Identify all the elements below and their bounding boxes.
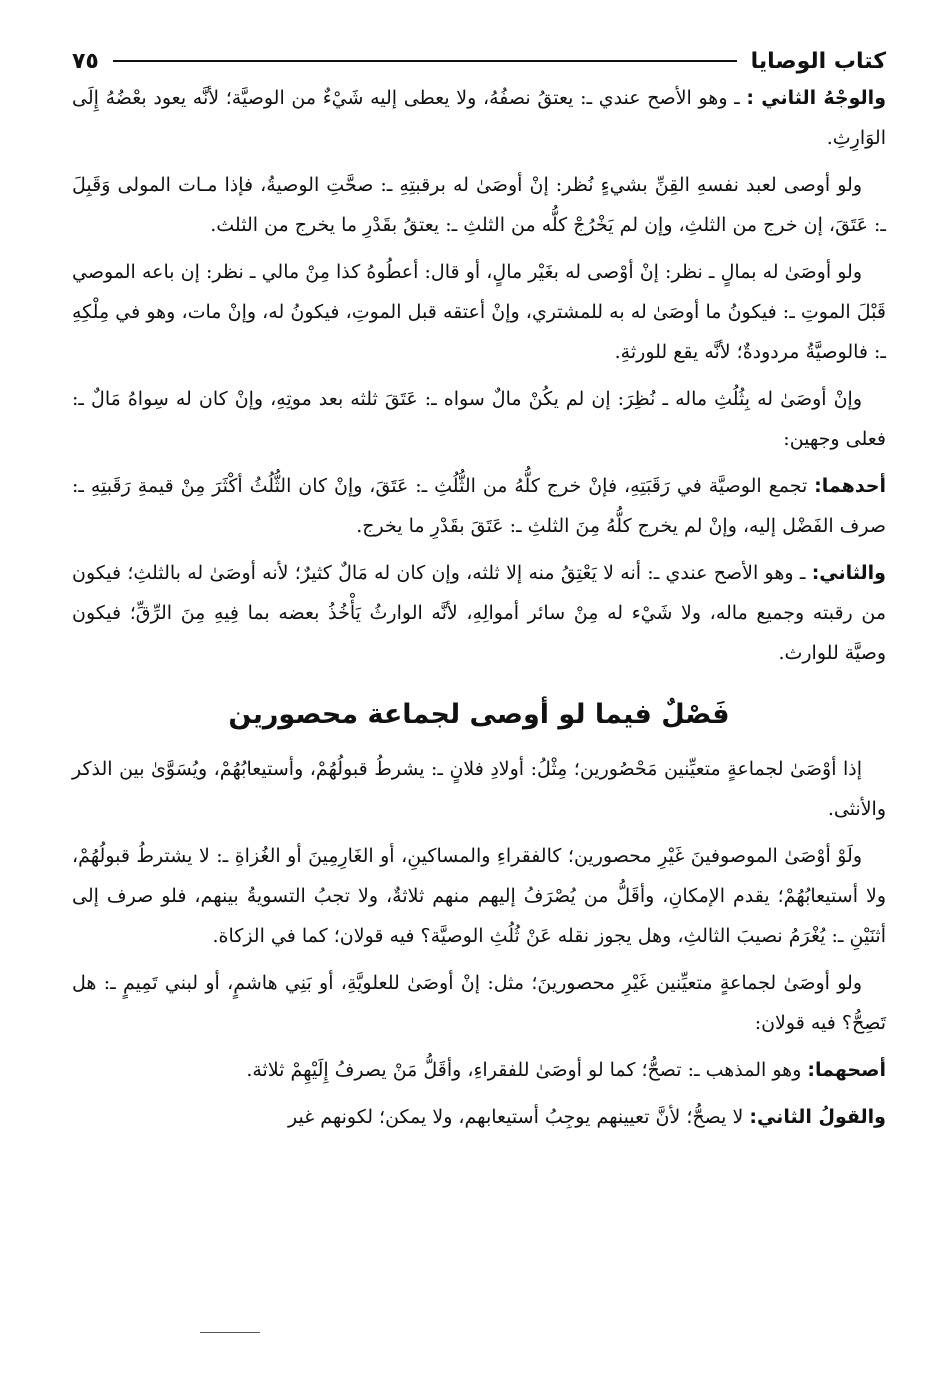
paragraph-text: ولَوْ أوْصَىٰ الموصوفينَ غَيْرِ محصورين؛ كالفقراءِ والمساكينِ، أو الغَارِمِينَ أو الغُزاةِ ـ: لا يشترطُ قبولُهُمْ، ولا أستيعابُهُمْ؛ يقدم الإمكانِ، وأقَلُّ من يُصْرَفُ إليهم منهم ثلاثةٌ، ولا تجبُ التسويةُ بينهم، فلو صرف إلى أثنَيْنِ ـ: يُغْرَمُ نصيبَ الثالثِ، وهل يجوز نقله عَنْ ثُلُثِ الوصيَّة؟ فيه قولان؛ كما في الزكاة. xyxy=(72,845,886,947)
paragraph-text: ولو أوصَىٰ له بمالٍ ـ نظر: إنْ أوْصى له بغَيْر مالٍ، أو قال: أعطُوهُ كذا مِنْ مالي ـ نظر: إن باعه الموصي قَبْلَ الموتِ ـ: فيكونُ ما أوصَىٰ له به للمشتري، وإنْ أعتقه قبل الموتِ، فيكونُ له، وإنْ مات، وهو في مِلْكِهِ ـ: فالوصيَّةُ مردودةٌ؛ لأنَّه يقع للورثةِ. xyxy=(72,261,886,363)
paragraph xyxy=(72,963,886,1043)
section-heading: فَصْلٌ فيما لو أوصى لجماعة محصورين xyxy=(228,699,730,730)
paragraph-text: ـ وهو الأصح عندي ـ: أنه لا يَعْتِقُ منه إلا ثلثه، وإن كان له مَالٌ كثيرٌ؛ لأنه أوصَىٰ له بالثلثِ؛ فيكون من رقبته وجميع ماله، ولا شَيْء له مِنْ سائر أموالِهِ، لأنَّه الوارثُ يَأْخُذُ بعضه بما فِيهِ مِنَ الرِّقِّ؛ فيكون وصيَّة للوارث. xyxy=(72,562,886,664)
paragraph-text: ولو أوصى لعبد نفسهِ القِنِّ بشيءٍ نُظر: إنْ أوصَىٰ له برقبتِهِ ـ: صحَّتِ الوصيةُ، فإذا مـات المولى وَقَبِلَ ـ: عَتَقَ، إن خرج من الثلثِ، وإن لم يَخْرُجْ كلُّه من الثلثِ ـ: يعتقُ بقَدْرِ ما يخرج من الثلث. xyxy=(72,174,886,236)
paragraph-lead: أحدهما: xyxy=(814,475,886,497)
running-header xyxy=(72,28,886,74)
paragraph xyxy=(72,836,886,956)
paragraph xyxy=(72,1097,886,1137)
paragraph-text: ولو أوصَىٰ لجماعةٍ متعيِّنين غَيْرِ محصورينَ؛ مثل: إنْ أوصَىٰ للعلويَّةِ، أو بَنِي هاشمٍ، أو لبني تَمِيمٍ ـ: هل تَصِحُّ؟ فيه قولان: xyxy=(72,972,886,1034)
book-title: كتاب الوصايا xyxy=(750,49,886,74)
header-rule xyxy=(113,60,737,62)
paragraph-lead: والثاني: xyxy=(811,562,886,584)
paragraph-text: وهو المذهب ـ: تصحُّ؛ كما لو أوصَىٰ للفقراءِ، وأقَلُّ مَنْ يصرفُ إِلَيْهِمْ ثلاثة. xyxy=(246,1059,808,1081)
paragraph-text: تجمع الوصيَّة في رَقَبَتِهِ، فإنْ خرج كلُّهُ من الثُّلُثِ ـ: عَتَقَ، وإنْ كان الثُّلُثُ أكْثَرَ مِنْ قيمةِ رَقَبتِهِ ـ: صرف الفَضْل إليه، وإنْ لم يخرج كلُّهُ مِنَ الثلثِ ـ: عَتَقَ بقَدْرِ ما يخرج. xyxy=(72,475,886,537)
footer-rule xyxy=(200,1332,260,1333)
paragraph-lead: أصحهما: xyxy=(807,1059,886,1081)
paragraph xyxy=(72,553,886,673)
paragraph-text: لا يصحُّ؛ لأنَّ تعيينهم يوجِبُ أستيعابهم، ولا يمكن؛ لكونهم غير xyxy=(288,1106,750,1128)
paragraph-lead: والقولُ الثاني: xyxy=(749,1106,886,1128)
paragraph xyxy=(72,379,886,459)
paragraph xyxy=(72,252,886,372)
paragraph xyxy=(72,466,886,546)
paragraph-text: وإنْ أوصَىٰ له بِثُلُثِ ماله ـ نُظِرَ: إن لم يكُنْ مالٌ سواه ـ: عَتَقَ ثلثه بعد موتِهِ، وإنْ كان له سِواهُ مَالٌ ـ: فعلى وجهين: xyxy=(72,388,886,450)
paragraph-text: إذا أوْصَىٰ لجماعةٍ متعيِّنين مَحْصُورين؛ مِثْلُ: أولادِ فلانٍ ـ: يشرطُ قبولُهُمْ، وأستيعابُهُمْ، ويُسَوَّىٰ بين الذكر والأنثى. xyxy=(72,758,886,820)
paragraph-text: ـ وهو الأصح عندي ـ: يعتقُ نصفُهُ، ولا يعطى إليه شَيْءٌ من الوصيَّة؛ لأنَّه يعود بعْضُهُ إِلَى الوَارِثِ. xyxy=(72,87,886,149)
paragraph xyxy=(72,165,886,245)
paragraph xyxy=(72,1050,886,1090)
paragraph xyxy=(72,749,886,829)
paragraph xyxy=(72,78,886,158)
paragraph-lead: والوجْهُ الثاني : xyxy=(746,87,886,109)
page-number: ٧٥ xyxy=(72,49,99,74)
